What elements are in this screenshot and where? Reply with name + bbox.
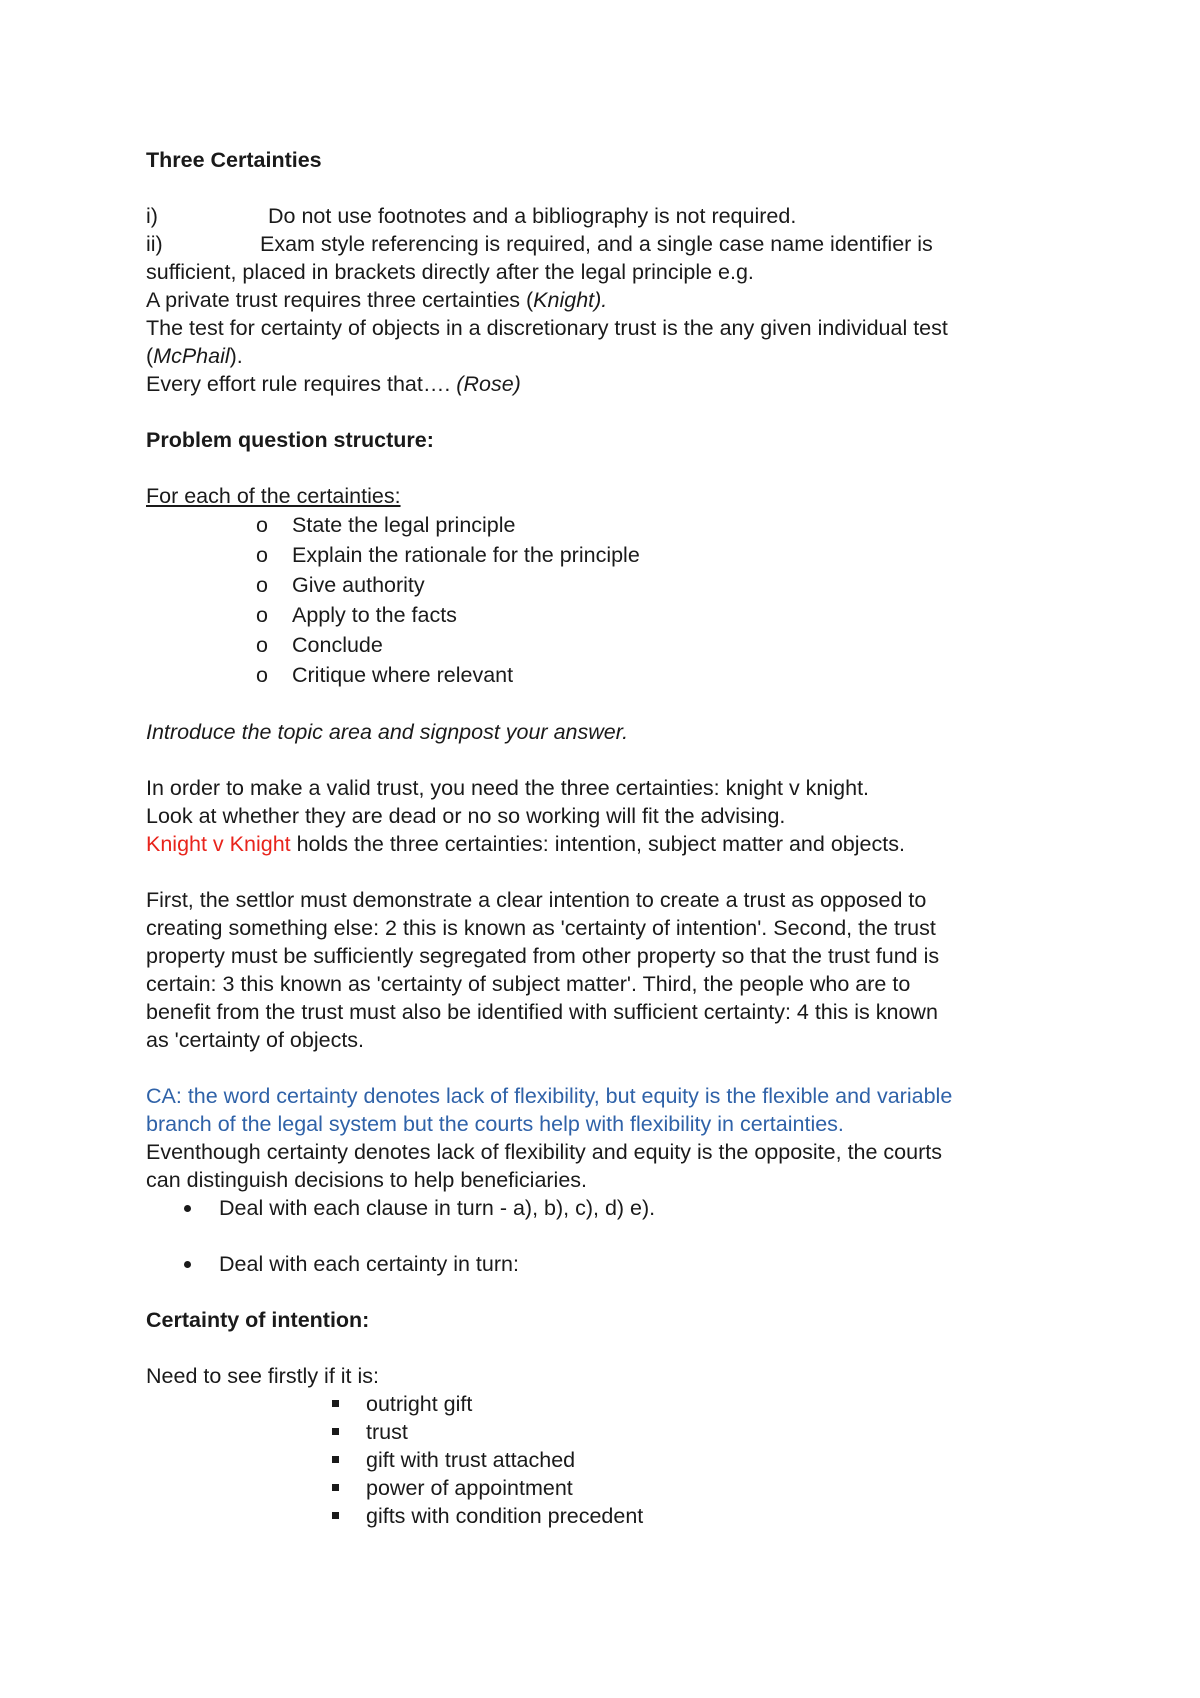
- bullet-icon: [184, 1205, 191, 1212]
- example-1: [146, 286, 1066, 314]
- note-text: Do not use footnotes and a bibliography is not required.: [268, 204, 797, 228]
- list-item: [146, 1446, 1066, 1474]
- list-item: [146, 540, 1066, 570]
- list-item: [146, 660, 1066, 690]
- example-text: Every effort rule requires that….: [146, 372, 457, 396]
- case-name: (Rose): [456, 372, 521, 396]
- list-item: [146, 1250, 1066, 1278]
- list-item: [146, 600, 1066, 630]
- circle-bullet-icon: o: [256, 573, 268, 597]
- paragraph-line: certain: 3 this known as 'certainty of subject matter'. Third, the people who are to: [146, 972, 911, 996]
- critical-analysis-line: CA: the word certainty denotes lack of flexibility, but equity is the flexible and variable: [146, 1084, 953, 1108]
- list-item: [146, 1390, 1066, 1418]
- case-name: Knight).: [533, 288, 608, 312]
- list-item: [146, 1194, 1066, 1222]
- list-item-text: Deal with each clause in turn - a), b), c), d) e).: [219, 1196, 656, 1220]
- bullet-list: [146, 1194, 1066, 1222]
- highlighted-case-name: Knight v Knight: [146, 832, 291, 856]
- square-bullet-icon: [332, 1400, 339, 1407]
- list-item: [146, 1502, 1066, 1530]
- bullet-list: [146, 1250, 1066, 1278]
- note-text: Exam style referencing is required, and a single case name identifier is: [260, 232, 933, 256]
- note-number: i): [146, 204, 158, 228]
- list-item-text: gifts with condition precedent: [366, 1504, 644, 1528]
- example-text: A private trust requires three certainties (: [146, 288, 534, 312]
- example-text: ).: [229, 344, 243, 368]
- structure-heading: Problem question structure:: [146, 428, 434, 452]
- list-item-text: Apply to the facts: [292, 603, 457, 627]
- paragraph-line: Look at whether they are dead or no so working will fit the advising.: [146, 804, 786, 828]
- square-bullet-icon: [332, 1512, 339, 1519]
- bullet-icon: [184, 1261, 191, 1268]
- square-bullet-icon: [332, 1484, 339, 1491]
- note-item-2: [146, 230, 1066, 258]
- note-text-continued: sufficient, placed in brackets directly after the legal principle e.g.: [146, 260, 754, 284]
- example-3: [146, 370, 1066, 398]
- list-item: [146, 570, 1066, 600]
- list-item-text: State the legal principle: [292, 513, 516, 537]
- circle-bullet-icon: o: [256, 603, 268, 627]
- paragraph-line: Eventhough certainty denotes lack of flexibility and equity is the opposite, the courts: [146, 1140, 942, 1164]
- structure-subheading: For each of the certainties:: [146, 484, 401, 508]
- paragraph-line: creating something else: 2 this is known as 'certainty of intention'. Second, the trust: [146, 916, 936, 940]
- paragraph-line: First, the settlor must demonstrate a clear intention to create a trust as opposed to: [146, 888, 927, 912]
- case-name: McPhail: [153, 344, 230, 368]
- paragraph-line: In order to make a valid trust, you need the three certainties: knight v knight.: [146, 776, 870, 800]
- document-body: [146, 146, 1066, 1530]
- paragraph-line: can distinguish decisions to help beneficiaries.: [146, 1168, 588, 1192]
- list-item-text: Give authority: [292, 573, 425, 597]
- list-item-text: Deal with each certainty in turn:: [219, 1252, 519, 1276]
- list-item: [146, 510, 1066, 540]
- list-item-text: outright gift: [366, 1392, 473, 1416]
- circle-bullet-icon: o: [256, 633, 268, 657]
- paragraph-line: benefit from the trust must also be identified with sufficient certainty: 4 this is known: [146, 1000, 938, 1024]
- page-title: Three Certainties: [146, 148, 322, 172]
- paragraph-line: [146, 830, 1066, 858]
- paragraph-text: holds the three certainties: intention, subject matter and objects.: [290, 832, 905, 856]
- list-item-text: gift with trust attached: [366, 1448, 576, 1472]
- critical-analysis-line: branch of the legal system but the courts help with flexibility in certainties.: [146, 1112, 844, 1136]
- structure-steps-list: [146, 510, 1066, 690]
- list-item-text: Critique where relevant: [292, 663, 514, 687]
- list-item-text: Explain the rationale for the principle: [292, 543, 640, 567]
- section-heading: Certainty of intention:: [146, 1308, 370, 1332]
- example-text: (: [146, 344, 154, 368]
- list-item-text: power of appointment: [366, 1476, 573, 1500]
- circle-bullet-icon: o: [256, 513, 268, 537]
- intro-instruction: Introduce the topic area and signpost your answer.: [146, 720, 629, 744]
- section-lead: Need to see firstly if it is:: [146, 1364, 379, 1388]
- square-bullet-icon: [332, 1456, 339, 1463]
- note-number: ii): [146, 232, 163, 256]
- list-item: [146, 630, 1066, 660]
- list-item: [146, 1418, 1066, 1446]
- list-item-text: trust: [366, 1420, 408, 1444]
- circle-bullet-icon: o: [256, 663, 268, 687]
- paragraph-line: as 'certainty of objects.: [146, 1028, 365, 1052]
- paragraph-line: property must be sufficiently segregated from other property so that the trust fund is: [146, 944, 940, 968]
- example-2-line-1: The test for certainty of objects in a discretionary trust is the any given individual test: [146, 316, 948, 340]
- example-2-line-2: [146, 342, 1066, 370]
- square-bullet-icon: [332, 1428, 339, 1435]
- note-item-1: [146, 202, 1066, 230]
- circle-bullet-icon: o: [256, 543, 268, 567]
- list-item: [146, 1474, 1066, 1502]
- intention-types-list: [146, 1390, 1066, 1530]
- list-item-text: Conclude: [292, 633, 383, 657]
